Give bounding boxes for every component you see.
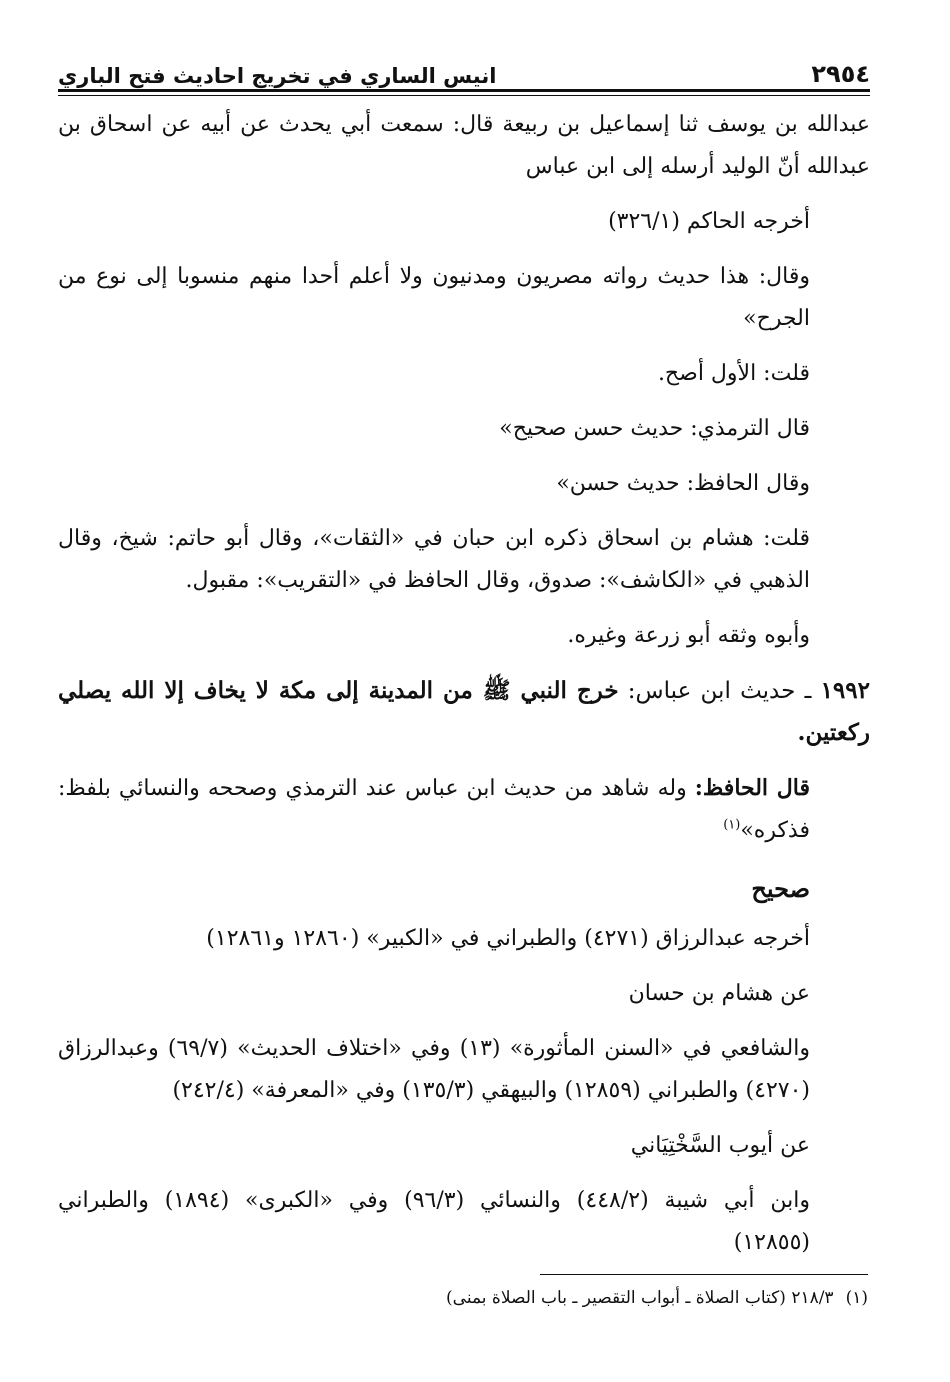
section-title: صحيح [751,874,810,903]
footnote-number: (١) [845,1288,868,1308]
running-title: انيس الساري في تخريج احاديث فتح الباري [58,64,497,88]
hadith-text: خرج النبي ﷺ من المدينة إلى مكة لا يخاف إلا الله يصلي ركعتين. [58,677,870,746]
takhrij-line: عن هشام بن حسان [628,981,810,1006]
hafiz-grade: وقال الحافظ: حديث حسن» [556,471,810,496]
hadith-heading [58,670,870,754]
takhrij-hakim: أخرجه الحاكم (٣٢٦/١) [608,209,810,234]
hadith-number: ١٩٩٢ [820,677,870,704]
footnote-text: ٢١٨/٣ (كتاب الصلاة ـ أبواب التقصير ـ باب الصلاة بمنى) [446,1288,834,1308]
header-rule [58,89,870,92]
takhrij-line: والشافعي في «السنن المأثورة» (١٣) وفي «اختلاف الحديث» (٦٩/٧) وعبدالرزاق (٤٢٧٠) والطبراني (١٢٨٥٩) والبيهقي (١٣٥/٣) وفي «المعرفة» (٢٤٢/٤) [58,1036,810,1103]
main-text [58,104,870,1277]
takhrij-line: أخرجه عبدالرزاق (٤٢٧١) والطبراني في «الكبير» (١٢٨٦٠ و١٢٨٦١) [206,926,810,951]
chain-of-narration: عبدالله بن يوسف ثنا إسماعيل بن ربيعة قال: سمعت أبي يحدث عن أبيه عن اسحاق بن عبدالله أنّ الوليد أرسله إلى ابن عباس [58,112,870,179]
author-note: قلت: الأول أصح. [657,361,810,386]
hafiz-statement [58,767,870,852]
hadith-dash: ـ [795,678,821,704]
page-header [58,52,870,88]
father-assessment: وأبوه وثقه أبو زرعة وغيره. [567,623,810,648]
header-rule-thin [58,95,870,96]
takhrij-line: عن أيوب السَّخْتِيَاني [630,1133,810,1158]
takhrij-line: وابن أبي شيبة (٤٤٨/٢) والنسائي (٩٦/٣) وفي «الكبرى» (١٨٩٤) والطبراني (١٢٨٥٥) [58,1188,810,1255]
footnote [80,1284,868,1312]
hafiz-text: وله شاهد من حديث ابن عباس عند الترمذي وصححه والنسائي بلفظ: فذكره» [58,776,810,843]
footnote-reference: (١) [723,817,741,833]
hakim-remark: وقال: هذا حديث رواته مصريون ومدنيون ولا أعلم أحدا منهم منسوبا إلى نوع من الجرح» [58,264,810,331]
narrator-assessment: قلت: هشام بن اسحاق ذكره ابن حبان في «الثقات»، وقال أبو حاتم: شيخ، وقال الذهبي في «الكاشف»: صدوق، وقال الحافظ في «التقريب»: مقبول. [58,526,810,593]
tirmidhi-grade: قال الترمذي: حديث حسن صحيح» [499,416,810,441]
hafiz-label: قال الحافظ: [694,775,810,801]
hadith-intro: حديث ابن عباس: [618,678,796,704]
page-number: ٢٩٥٤ [811,60,870,88]
footnote-rule [540,1274,868,1275]
